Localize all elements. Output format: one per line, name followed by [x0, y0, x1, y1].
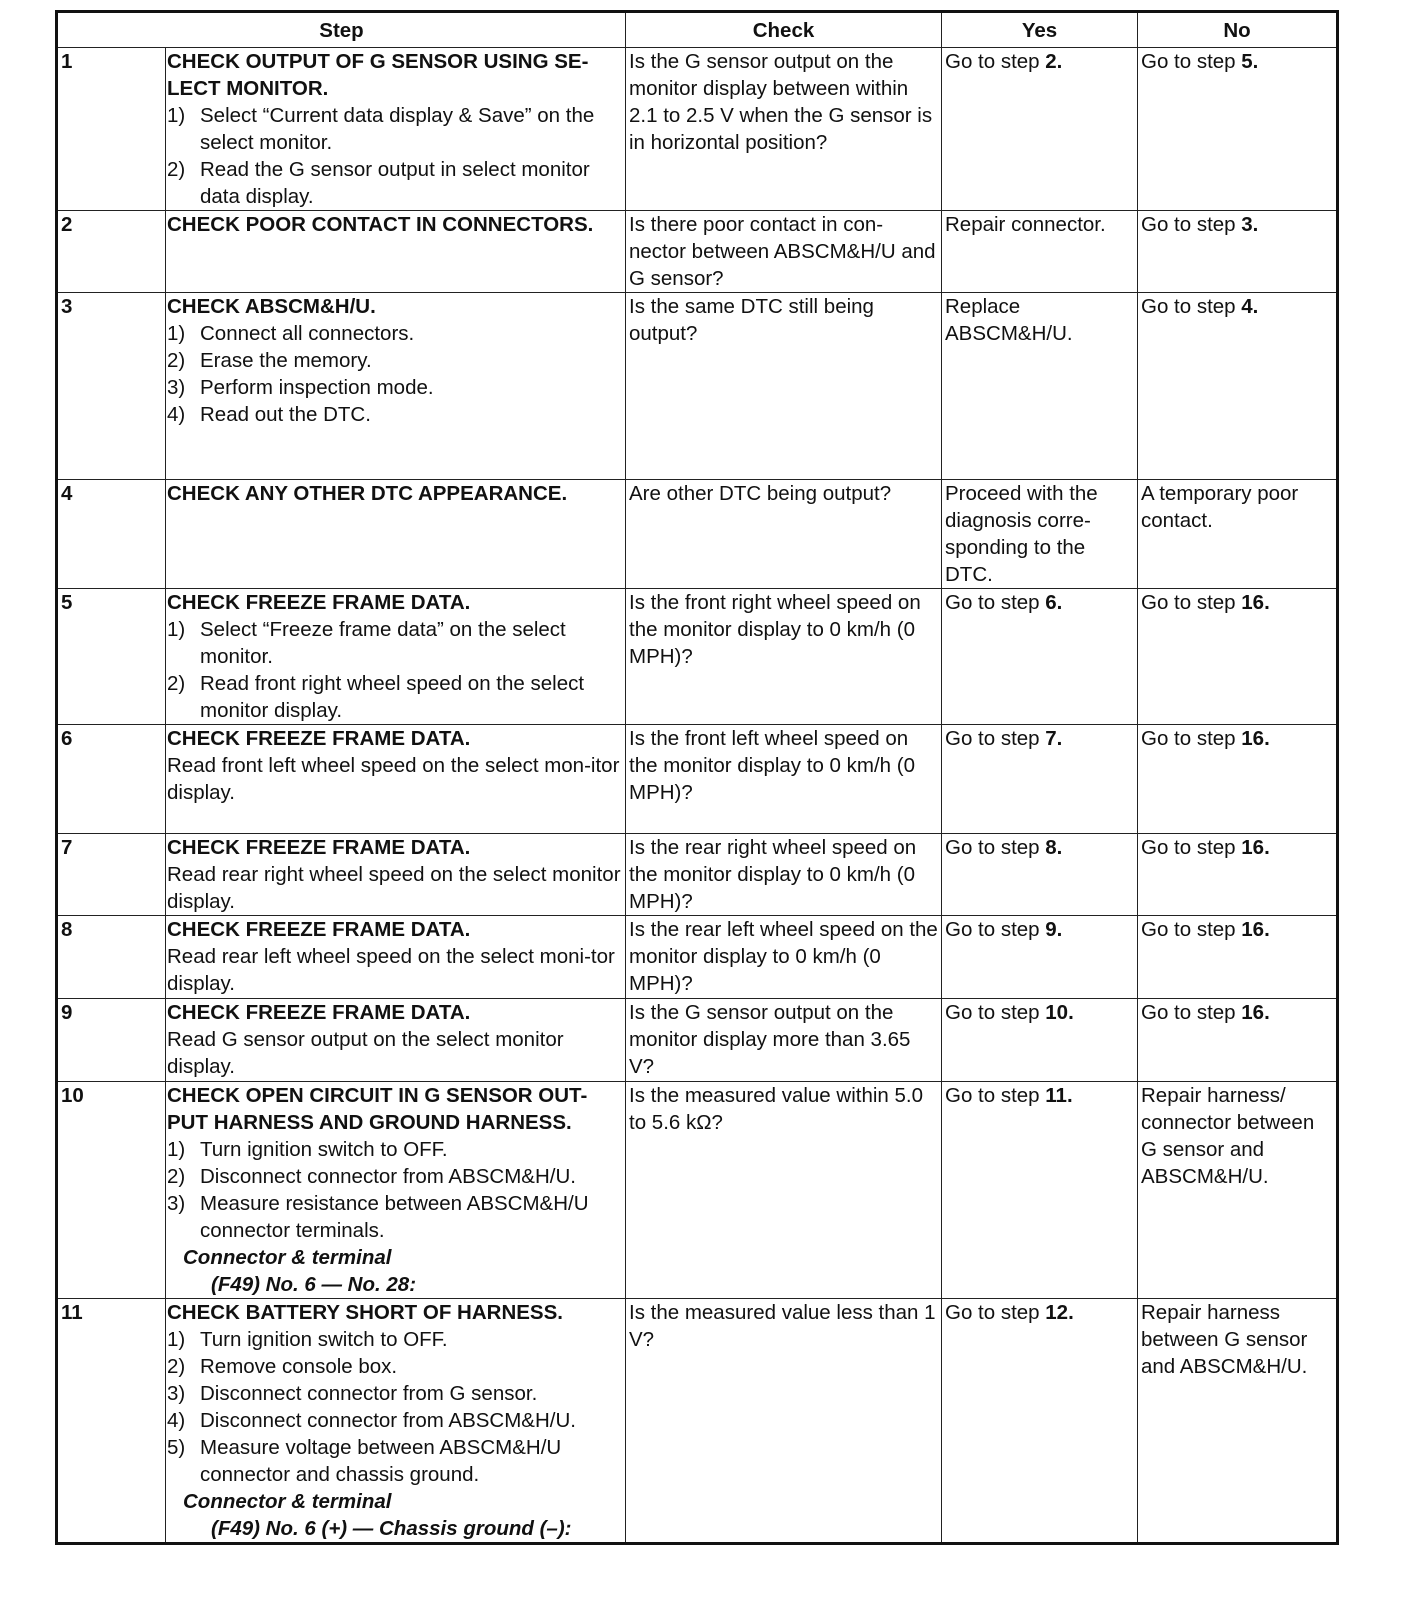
yes-step-number: 10. [1045, 1001, 1074, 1024]
step-items [167, 320, 623, 428]
step-content [166, 1082, 626, 1299]
step-item-number: 1) [167, 322, 186, 345]
step-item [167, 1353, 623, 1380]
no-action [1138, 293, 1337, 480]
yes-text: Go to step [945, 1301, 1046, 1324]
step-item-text: Turn ignition switch to OFF. [200, 1138, 448, 1161]
yes-action [942, 999, 1138, 1082]
step-body: Read rear right wheel speed on the select monitor display. [167, 863, 621, 913]
step-item-number: 3) [167, 376, 186, 399]
step-item-number: 2) [167, 158, 186, 181]
step-number: 8 [58, 916, 166, 999]
step-item-text: Read the G sensor output in select monitor data display. [200, 158, 590, 208]
step-content [166, 725, 626, 834]
header-row [58, 13, 1337, 48]
check-question: Is the measured value within 5.0 to 5.6 kΩ? [626, 1082, 942, 1299]
no-step-number: 4. [1241, 295, 1259, 318]
step-item [167, 1190, 623, 1244]
step-item [167, 616, 623, 670]
step-title: CHECK OUTPUT OF G SENSOR USING SE-LECT MONITOR. [167, 50, 589, 100]
yes-action [942, 916, 1138, 999]
step-item [167, 1136, 623, 1163]
yes-action [942, 48, 1138, 211]
no-text: Go to step [1141, 295, 1242, 318]
step-number: 2 [58, 211, 166, 293]
header-yes: Yes [942, 13, 1138, 48]
table-row [58, 999, 1337, 1082]
check-question: Is the rear left wheel speed on the monitor display to 0 km/h (0 MPH)? [626, 916, 942, 999]
connector-value: (F49) No. 6 (+) — Chassis ground (–): [211, 1517, 572, 1540]
step-item-text: Read front right wheel speed on the select monitor display. [200, 672, 585, 722]
step-item-text: Measure voltage between ABSCM&H/U connector and chassis ground. [200, 1436, 562, 1486]
step-title: CHECK FREEZE FRAME DATA. [167, 591, 471, 614]
no-action [1138, 1299, 1337, 1543]
step-number: 1 [58, 48, 166, 211]
no-text: Go to step [1141, 213, 1242, 236]
step-item-text: Disconnect connector from ABSCM&H/U. [200, 1409, 576, 1432]
step-item-number: 2) [167, 1165, 186, 1188]
yes-text: Proceed with the diagnosis corre-sponding to the DTC. [945, 482, 1098, 586]
yes-text: Go to step [945, 1084, 1046, 1107]
step-item-text: Turn ignition switch to OFF. [200, 1328, 448, 1351]
yes-action [942, 480, 1138, 589]
step-title: CHECK BATTERY SHORT OF HARNESS. [167, 1301, 563, 1324]
no-text: Repair harness between G sensor and ABSCM&H/U. [1141, 1301, 1308, 1378]
step-item-text: Measure resistance between ABSCM&H/U connector terminals. [200, 1192, 589, 1242]
step-item-number: 1) [167, 1328, 186, 1351]
no-text: Go to step [1141, 918, 1242, 941]
no-action [1138, 834, 1337, 916]
step-content [166, 1299, 626, 1543]
step-number: 3 [58, 293, 166, 480]
step-item [167, 156, 623, 210]
step-item [167, 102, 623, 156]
no-step-number: 16. [1241, 836, 1270, 859]
step-title: CHECK OPEN CIRCUIT IN G SENSOR OUT-PUT HARNESS AND GROUND HARNESS. [167, 1084, 588, 1134]
step-item [167, 374, 623, 401]
step-item-text: Select “Current data display & Save” on the select monitor. [200, 104, 595, 154]
table-row [58, 211, 1337, 293]
no-action [1138, 589, 1337, 725]
step-content [166, 480, 626, 589]
step-body: Read rear left wheel speed on the select moni-tor display. [167, 945, 615, 995]
step-items [167, 102, 623, 210]
connector-label: Connector & terminal [183, 1246, 392, 1269]
no-text: Go to step [1141, 50, 1242, 73]
no-action [1138, 1082, 1337, 1299]
step-item [167, 1380, 623, 1407]
table-row [58, 48, 1337, 211]
yes-text: Replace ABSCM&H/U. [945, 295, 1073, 345]
yes-text: Go to step [945, 591, 1046, 614]
yes-step-number: 11. [1045, 1084, 1073, 1107]
no-action [1138, 999, 1337, 1082]
yes-text: Go to step [945, 1001, 1046, 1024]
step-item-text: Select “Freeze frame data” on the select monitor. [200, 618, 566, 668]
table-row [58, 480, 1337, 589]
no-text: Go to step [1141, 836, 1242, 859]
step-content [166, 999, 626, 1082]
table-row [58, 725, 1337, 834]
check-question: Is the front right wheel speed on the monitor display to 0 km/h (0 MPH)? [626, 589, 942, 725]
step-content [166, 834, 626, 916]
step-item-text: Perform inspection mode. [200, 376, 434, 399]
step-item-number: 2) [167, 672, 186, 695]
no-step-number: 16. [1241, 727, 1270, 750]
step-body: Read front left wheel speed on the select mon-itor display. [167, 754, 620, 804]
step-content [166, 293, 626, 480]
table-row [58, 1299, 1337, 1543]
step-items [167, 616, 623, 724]
yes-action [942, 293, 1138, 480]
table-row [58, 589, 1337, 725]
yes-action [942, 211, 1138, 293]
no-text: Go to step [1141, 1001, 1242, 1024]
no-step-number: 16. [1241, 1001, 1270, 1024]
step-content [166, 589, 626, 725]
no-action [1138, 480, 1337, 589]
step-title: CHECK POOR CONTACT IN CONNECTORS. [167, 213, 594, 236]
step-item [167, 1326, 623, 1353]
step-item-text: Remove console box. [200, 1355, 398, 1378]
yes-step-number: 12. [1045, 1301, 1074, 1324]
no-action [1138, 48, 1337, 211]
step-item-number: 3) [167, 1192, 186, 1215]
yes-text: Go to step [945, 836, 1046, 859]
step-title: CHECK FREEZE FRAME DATA. [167, 727, 471, 750]
step-items [167, 1136, 623, 1244]
check-question: Are other DTC being output? [626, 480, 942, 589]
no-step-number: 3. [1241, 213, 1259, 236]
step-number: 5 [58, 589, 166, 725]
no-action [1138, 725, 1337, 834]
step-item [167, 320, 623, 347]
header-check: Check [626, 13, 942, 48]
step-item-number: 5) [167, 1436, 186, 1459]
connector-value: (F49) No. 6 — No. 28: [211, 1273, 417, 1296]
table-row [58, 1082, 1337, 1299]
step-item [167, 1434, 623, 1488]
step-item-number: 4) [167, 1409, 186, 1432]
table-row [58, 293, 1337, 480]
step-item-number: 2) [167, 349, 186, 372]
step-content [166, 211, 626, 293]
yes-text: Go to step [945, 727, 1046, 750]
step-item-number: 2) [167, 1355, 186, 1378]
no-text: Go to step [1141, 591, 1242, 614]
step-body: Read G sensor output on the select monitor display. [167, 1028, 564, 1078]
yes-step-number: 7. [1045, 727, 1063, 750]
step-item [167, 401, 623, 428]
step-content [166, 916, 626, 999]
step-item [167, 347, 623, 374]
no-text: Repair harness/ connector between G sensor and ABSCM&H/U. [1141, 1084, 1315, 1188]
no-step-number: 16. [1241, 918, 1270, 941]
check-question: Is the G sensor output on the monitor display more than 3.65 V? [626, 999, 942, 1082]
step-title: CHECK ABSCM&H/U. [167, 295, 376, 318]
step-number: 6 [58, 725, 166, 834]
step-number: 4 [58, 480, 166, 589]
step-title: CHECK FREEZE FRAME DATA. [167, 1001, 471, 1024]
step-item-text: Connect all connectors. [200, 322, 415, 345]
step-number: 11 [58, 1299, 166, 1543]
step-item-text: Disconnect connector from ABSCM&H/U. [200, 1165, 576, 1188]
yes-action [942, 1299, 1138, 1543]
check-question: Is the measured value less than 1 V? [626, 1299, 942, 1543]
step-title: CHECK FREEZE FRAME DATA. [167, 836, 471, 859]
no-text: Go to step [1141, 727, 1242, 750]
table-row [58, 834, 1337, 916]
step-number: 7 [58, 834, 166, 916]
no-step-number: 5. [1241, 50, 1259, 73]
yes-action [942, 1082, 1138, 1299]
yes-text: Go to step [945, 918, 1046, 941]
yes-action [942, 589, 1138, 725]
header-step: Step [58, 13, 626, 48]
no-step-number: 16. [1241, 591, 1270, 614]
step-item [167, 1407, 623, 1434]
yes-text: Go to step [945, 50, 1046, 73]
check-question: Is the rear right wheel speed on the monitor display to 0 km/h (0 MPH)? [626, 834, 942, 916]
check-question: Is the same DTC still being output? [626, 293, 942, 480]
yes-step-number: 9. [1045, 918, 1063, 941]
step-title: CHECK FREEZE FRAME DATA. [167, 918, 471, 941]
step-item-number: 4) [167, 403, 186, 426]
table-body [58, 48, 1337, 1543]
yes-step-number: 8. [1045, 836, 1063, 859]
step-item-text: Disconnect connector from G sensor. [200, 1382, 538, 1405]
no-action [1138, 916, 1337, 999]
step-item [167, 1163, 623, 1190]
step-item [167, 670, 623, 724]
no-action [1138, 211, 1337, 293]
connector-label: Connector & terminal [183, 1490, 392, 1513]
check-question: Is the front left wheel speed on the monitor display to 0 km/h (0 MPH)? [626, 725, 942, 834]
step-item-number: 1) [167, 1138, 186, 1161]
no-text: A temporary poor contact. [1141, 482, 1299, 532]
yes-text: Repair connector. [945, 213, 1106, 236]
step-item-number: 3) [167, 1382, 186, 1405]
header-no: No [1138, 13, 1337, 48]
check-question: Is there poor contact in con-nector between ABSCM&H/U and G sensor? [626, 211, 942, 293]
step-title: CHECK ANY OTHER DTC APPEARANCE. [167, 482, 568, 505]
yes-step-number: 2. [1045, 50, 1063, 73]
check-question: Is the G sensor output on the monitor display between within 2.1 to 2.5 V when the G sensor is in horizontal position? [626, 48, 942, 211]
yes-action [942, 725, 1138, 834]
step-content [166, 48, 626, 211]
step-item-text: Erase the memory. [200, 349, 372, 372]
step-item-number: 1) [167, 618, 186, 641]
step-number: 10 [58, 1082, 166, 1299]
step-item-number: 1) [167, 104, 186, 127]
yes-step-number: 6. [1045, 591, 1063, 614]
step-items [167, 1326, 623, 1488]
table-row [58, 916, 1337, 999]
step-item-text: Read out the DTC. [200, 403, 371, 426]
yes-action [942, 834, 1138, 916]
step-number: 9 [58, 999, 166, 1082]
diagnostic-table [57, 12, 1337, 1543]
